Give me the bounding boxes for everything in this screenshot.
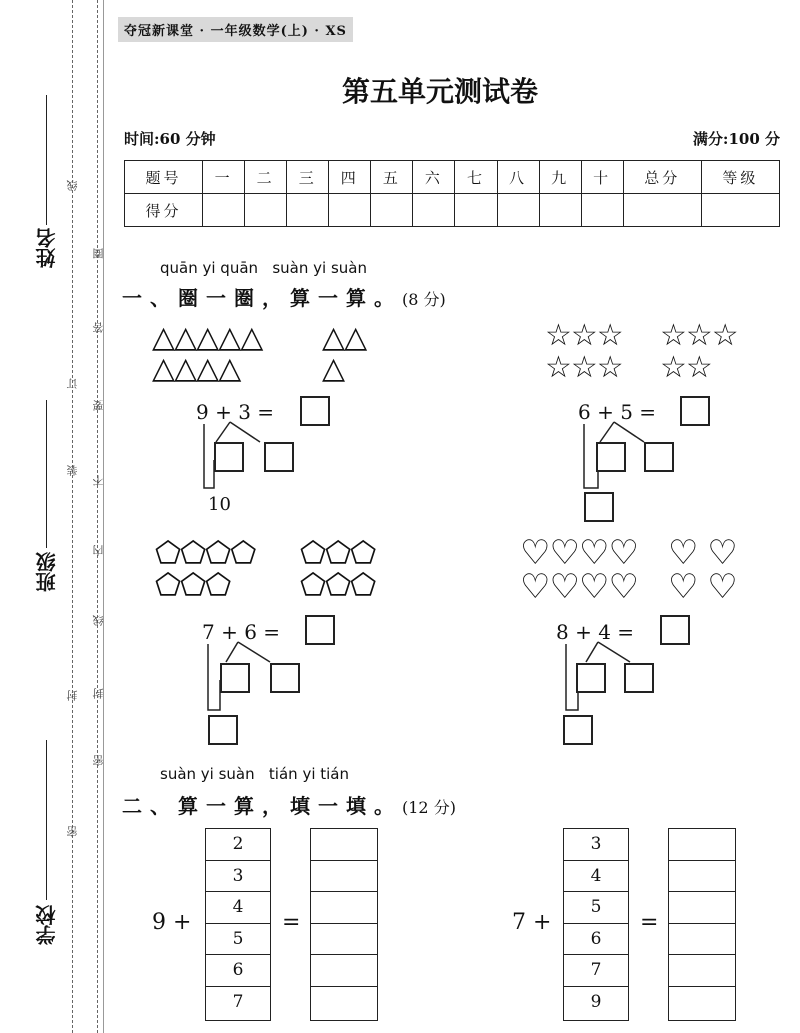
right-prefix: 7 + <box>512 910 552 935</box>
triangle-row: △△△△ <box>152 351 241 386</box>
pentagon-row: ⬠⬠⬠ <box>300 568 376 603</box>
score-input-cell[interactable] <box>245 194 287 227</box>
score-table-cell: 四 <box>329 161 371 194</box>
time-limit: 时间:60 分钟 <box>124 130 216 148</box>
decompose-lines <box>556 640 676 720</box>
answer-cell[interactable] <box>669 861 735 893</box>
equation-9-plus-3: 9 + 3 = <box>196 400 275 424</box>
split-box[interactable] <box>584 492 614 522</box>
seal-char: 圈 <box>92 248 105 259</box>
seal-char: 要 <box>92 400 105 411</box>
addend-cell: 4 <box>206 892 270 924</box>
heart-row: ♡ ♡ <box>668 533 737 573</box>
triangle-row: △△ <box>322 320 367 355</box>
seal-char: 装 <box>66 465 79 476</box>
score-table-cell: 五 <box>371 161 413 194</box>
name-label: 姓名 <box>35 228 59 268</box>
score-table-score-row <box>125 194 780 227</box>
score-input-cell[interactable] <box>287 194 329 227</box>
score-input-cell[interactable] <box>581 194 623 227</box>
split-box[interactable] <box>596 442 626 472</box>
addend-cell: 6 <box>564 924 628 956</box>
answer-cell[interactable] <box>669 829 735 861</box>
star-row: ☆☆☆ <box>545 318 623 353</box>
school-underline[interactable] <box>46 740 47 900</box>
star-row: ☆☆☆ <box>660 318 738 353</box>
right-equals: = <box>640 910 659 935</box>
addend-cell: 3 <box>206 861 270 893</box>
split-box[interactable] <box>270 663 300 693</box>
answer-cell[interactable] <box>669 924 735 956</box>
seal-char: 密 <box>92 755 105 766</box>
score-table <box>124 160 780 227</box>
score-input-cell[interactable] <box>329 194 371 227</box>
answer-cell[interactable] <box>669 987 735 1019</box>
score-table-cell: 等级 <box>701 161 779 194</box>
addend-cell: 6 <box>206 955 270 987</box>
answer-cell[interactable] <box>311 892 377 924</box>
triangle-row: △ <box>322 351 345 386</box>
seal-char: 密 <box>66 826 79 837</box>
score-input-cell[interactable] <box>371 194 413 227</box>
score-input-cell[interactable] <box>455 194 497 227</box>
heart-row: ♡ ♡ <box>668 567 737 607</box>
triangle-row: △△△△△ <box>152 320 263 355</box>
seal-char: 封 <box>92 688 105 699</box>
section2-title <box>122 790 456 819</box>
score-table-header-row <box>125 161 780 194</box>
star-row: ☆☆ <box>660 350 712 385</box>
split-box[interactable] <box>576 663 606 693</box>
section2-title-text: 二、算一算，填一填。 <box>122 794 402 818</box>
score-table-cell: 三 <box>287 161 329 194</box>
binding-line-edge <box>103 0 104 1033</box>
answer-cell[interactable] <box>311 987 377 1019</box>
seal-char: 封 <box>66 690 79 701</box>
pentagon-row: ⬠⬠⬠⬠ <box>155 536 256 571</box>
score-table-cell: 十 <box>581 161 623 194</box>
decompose-lines <box>576 420 696 500</box>
score-table-cell: 二 <box>245 161 287 194</box>
score-input-cell[interactable] <box>701 194 779 227</box>
binding-line-inner <box>97 0 98 1033</box>
seal-char: 订 <box>66 378 79 389</box>
section1-title <box>122 282 446 311</box>
answer-cell[interactable] <box>311 924 377 956</box>
seal-char: 线 <box>92 615 105 626</box>
class-label: 班级 <box>35 552 59 592</box>
score-table-cell: 一 <box>203 161 245 194</box>
score-table-cell: 总分 <box>623 161 701 194</box>
score-input-cell[interactable] <box>539 194 581 227</box>
full-score: 满分:100 分 <box>692 130 780 148</box>
score-table-cell: 九 <box>539 161 581 194</box>
answer-cell[interactable] <box>669 892 735 924</box>
score-table-cell: 六 <box>413 161 455 194</box>
left-answer-column <box>310 828 378 1021</box>
addend-cell: 9 <box>590 991 602 1012</box>
addend-cell: 3 <box>564 829 628 861</box>
score-table-cell: 题号 <box>125 161 203 194</box>
answer-cell[interactable] <box>311 829 377 861</box>
score-input-cell[interactable] <box>203 194 245 227</box>
split-box[interactable] <box>214 442 244 472</box>
right-addend-column <box>563 828 629 1021</box>
split-box[interactable] <box>644 442 674 472</box>
binding-line-outer <box>72 0 73 1033</box>
split-box[interactable] <box>264 442 294 472</box>
heart-row: ♡♡♡♡ <box>520 567 638 607</box>
split-box[interactable] <box>208 715 238 745</box>
addend-cell: 5 <box>564 892 628 924</box>
heart-row: ♡♡♡♡ <box>520 533 638 573</box>
score-table-cell: 七 <box>455 161 497 194</box>
class-underline[interactable] <box>46 400 47 548</box>
equation-6-plus-5: 6 + 5 = <box>578 400 657 424</box>
score-input-cell[interactable] <box>497 194 539 227</box>
addend-cell: 2 <box>206 829 270 861</box>
school-label: 学校 <box>35 905 59 945</box>
score-table-cell: 八 <box>497 161 539 194</box>
equation-7-plus-6: 7 + 6 = <box>202 620 281 644</box>
answer-cell[interactable] <box>311 955 377 987</box>
left-equals: = <box>282 910 301 935</box>
star-row: ☆☆☆ <box>545 350 623 385</box>
seal-char: 线 <box>66 180 79 191</box>
split-box[interactable] <box>220 663 250 693</box>
pentagon-row: ⬠⬠⬠ <box>300 536 376 571</box>
addend-cell: 4 <box>564 861 628 893</box>
addend-cell: 7 <box>232 991 244 1012</box>
seal-char: 不 <box>92 475 105 486</box>
left-addend-column <box>205 828 271 1021</box>
pentagon-row: ⬠⬠⬠ <box>155 568 231 603</box>
hint-number-10: 10 <box>208 494 231 515</box>
score-row-label: 得分 <box>125 194 203 227</box>
addend-cell: 5 <box>206 924 270 956</box>
score-input-cell[interactable] <box>623 194 701 227</box>
score-input-cell[interactable] <box>413 194 455 227</box>
seal-char: 答 <box>92 322 105 333</box>
equation-8-plus-4: 8 + 4 = <box>556 620 635 644</box>
section1-title-text: 一、圈一圈，算一算。 <box>122 286 402 310</box>
seal-char: 内 <box>92 545 105 556</box>
right-answer-column <box>668 828 736 1021</box>
section1-points: (8 分) <box>402 290 446 309</box>
addend-cell: 7 <box>564 955 628 987</box>
answer-cell[interactable] <box>311 861 377 893</box>
name-underline[interactable] <box>46 95 47 225</box>
left-prefix: 9 + <box>152 910 192 935</box>
section2-points: (12 分) <box>402 798 456 817</box>
split-box[interactable] <box>624 663 654 693</box>
page-title: 第五单元测试卷 <box>341 75 538 108</box>
series-label: 夺冠新课堂 · 一年级数学(上) · XS <box>118 17 353 42</box>
answer-cell[interactable] <box>669 955 735 987</box>
split-box[interactable] <box>563 715 593 745</box>
section1-pinyin: quān yi quān suàn yi suàn <box>160 259 367 277</box>
section2-pinyin: suàn yi suàn tián yi tián <box>160 765 350 783</box>
